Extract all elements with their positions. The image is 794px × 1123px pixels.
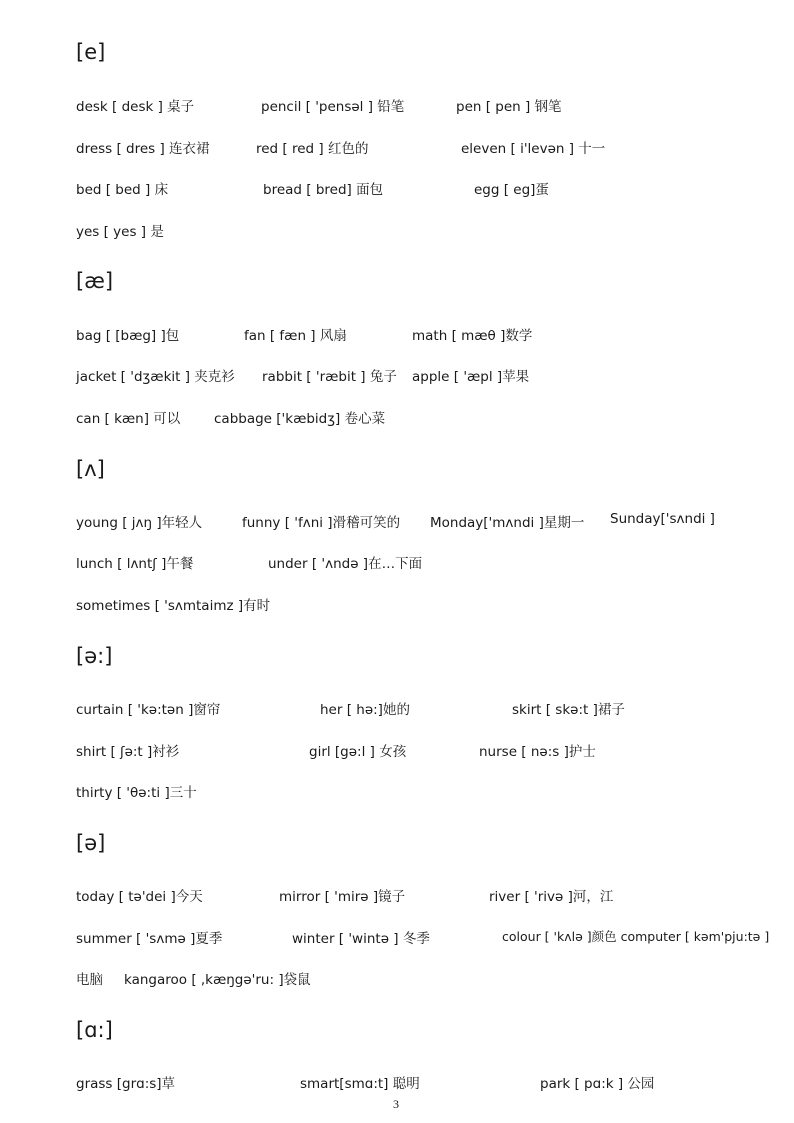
word-entry: river [ 'rivə ]河，江 [489, 889, 614, 905]
word-entry: math [ mæθ ]数学 [412, 328, 533, 344]
word-entry: red [ red ] 红色的 [256, 141, 369, 157]
section-heading: [ə:] [76, 644, 113, 668]
word-entry: Monday['mʌndi ]星期一 [430, 515, 585, 531]
word-entry: 电脑 [76, 972, 103, 988]
word-entry: nurse [ nə:s ]护士 [479, 744, 596, 760]
word-entry: apple [ 'æpl ]苹果 [412, 369, 530, 385]
word-entry: pen [ pen ] 钢笔 [456, 99, 562, 115]
word-entry: Sunday['sʌndi ] [610, 511, 715, 527]
word-entry: funny [ 'fʌni ]滑稽可笑的 [242, 515, 401, 531]
word-entry: curtain [ 'kə:tən ]窗帘 [76, 702, 221, 718]
word-entry: bag [ [bæg] ]包 [76, 328, 180, 344]
word-entry: egg [ eg]蛋 [474, 182, 549, 198]
page-number: 3 [393, 1097, 399, 1111]
section-heading: [ʌ] [76, 457, 105, 481]
word-entry: winter [ 'wintə ] 冬季 [292, 931, 430, 947]
word-entry: summer [ 'sʌmə ]夏季 [76, 931, 223, 947]
section-heading: [ə] [76, 831, 106, 855]
word-entry: eleven [ i'levən ] 十一 [461, 141, 606, 157]
word-entry: jacket [ 'dʒækit ] 夹克衫 [76, 369, 235, 385]
word-entry: lunch [ lʌntʃ ]午餐 [76, 556, 194, 572]
section-heading: [æ] [76, 269, 114, 293]
word-entry: desk [ desk ] 桌子 [76, 99, 195, 115]
word-entry: shirt [ ʃə:t ]衬衫 [76, 744, 180, 760]
word-entry: colour [ 'kʌlə ]颜色 computer [ kəm'pju:tə ] [502, 929, 770, 944]
word-entry: fan [ fæn ] 风扇 [244, 328, 347, 344]
word-entry: kangaroo [ ,kæŋgə'ru: ]袋鼠 [124, 972, 311, 988]
word-entry: smart[smɑ:t] 聪明 [300, 1076, 420, 1092]
word-entry: mirror [ 'mirə ]镜子 [279, 889, 406, 905]
word-entry: bread [ bred] 面包 [263, 182, 384, 198]
word-entry: pencil [ 'pensəl ] 铅笔 [261, 99, 405, 115]
section-heading: [ɑ:] [76, 1018, 113, 1042]
word-entry: park [ pɑ:k ] 公园 [540, 1076, 655, 1092]
word-entry: her [ hə:]她的 [320, 702, 410, 718]
word-entry: grass [grɑ:s]草 [76, 1076, 176, 1092]
word-entry: today [ tə'dei ]今天 [76, 889, 203, 905]
word-entry: cabbage ['kæbidʒ] 卷心菜 [214, 411, 386, 427]
section-heading: [e] [76, 40, 106, 64]
word-entry: sometimes [ 'sʌmtaimz ]有时 [76, 598, 271, 614]
word-entry: young [ jʌŋ ]年轻人 [76, 515, 203, 531]
word-entry: girl [gə:l ] 女孩 [309, 744, 407, 760]
word-entry: can [ kæn] 可以 [76, 411, 181, 427]
word-entry: thirty [ 'θə:ti ]三十 [76, 785, 197, 801]
word-entry: rabbit [ 'ræbit ] 兔子 [262, 369, 397, 385]
word-entry: yes [ yes ] 是 [76, 224, 164, 240]
word-entry: bed [ bed ] 床 [76, 182, 169, 198]
word-entry: under [ 'ʌndə ]在…下面 [268, 556, 423, 572]
word-entry: skirt [ skə:t ]裙子 [512, 702, 625, 718]
word-entry: dress [ dres ] 连衣裙 [76, 141, 210, 157]
